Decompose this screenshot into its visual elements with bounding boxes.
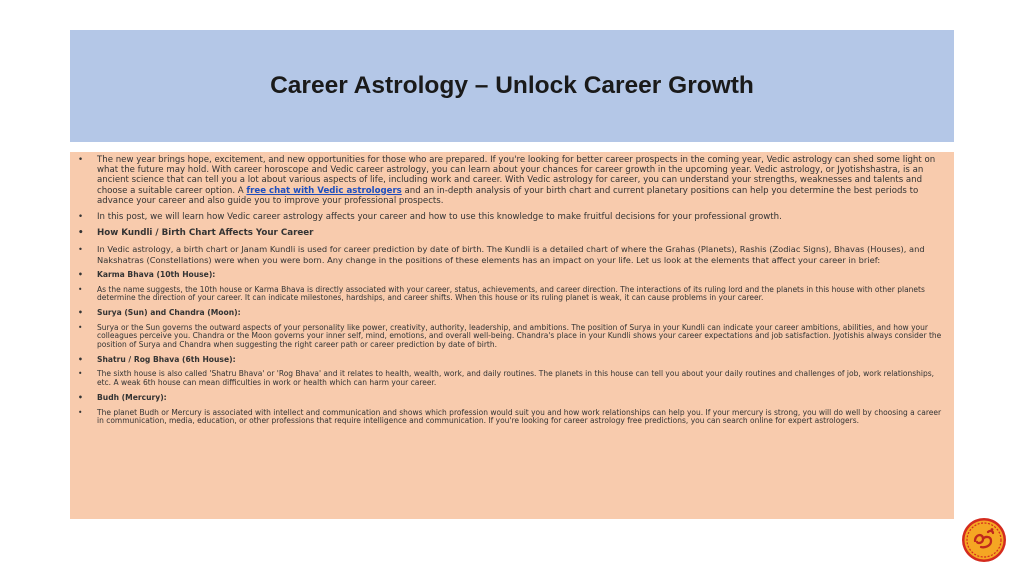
shatru-bhava-paragraph: • The sixth house is also called 'Shatru Bhava' or 'Rog Bhava' and it relates to health, wealth, work, and daily routines. The planets in this house can tell you about your daily routines and challenges of job, work relationships, etc. A weak 6th house can mean difficulties in work or health which can harm your career. [78, 370, 946, 387]
intro-paragraph [78, 155, 946, 206]
free-chat-link[interactable]: free chat with Vedic astrologers [246, 185, 402, 196]
page-title: Career Astrology – Unlock Career Growth [270, 72, 754, 99]
intro-text: The new year brings hope, excitement, and new opportunities for those who are prepared. If you're looking for better career prospects in the coming year, Vedic astrology can shed some light on what the future may hold. With career horoscope and Vedic career astrology, you can learn about your chances for career growth in the upcoming year. Vedic astrology, or Jyotishshastra, is an ancient science that can tell you a lot about various aspects of life, including work and career. With Vedic astrology for career, you can understand your strengths, weaknesses and talents and choose a suitable career option. A [97, 155, 936, 196]
bullet-list [78, 155, 946, 426]
surya-chandra-paragraph: • Surya or the Sun governs the outward aspects of your personality like power, creativity, authority, leadership, and ambitions. The position of Surya in your Kundli can indicate your career ambitions, abilities, and how your colleagues perceive you. Chandra or the Moon governs your inner self, mind, emotions, and overall well-being. Chandra's place in your Kundli shows your career expectations and job satisfaction. Jyotishis always consider the position of Surya and Chandra when suggesting the right career path or career prediction by date of birth. [78, 324, 946, 350]
title-banner [70, 30, 954, 142]
surya-chandra-heading: • Surya (Sun) and Chandra (Moon): [78, 309, 946, 318]
shatru-bhava-heading: • Shatru / Rog Bhava (6th House): [78, 356, 946, 365]
content-panel [70, 152, 954, 519]
post-overview-paragraph: • In this post, we will learn how Vedic career astrology affects your career and how to use this knowledge to make fruitful decisions for your professional growth. [78, 212, 946, 222]
karma-bhava-heading: • Karma Bhava (10th House): [78, 271, 946, 280]
budh-paragraph: • The planet Budh or Mercury is associated with intellect and communication and shows which profession would suit you and how work relationships can help you. If your mercury is strong, you will do well by choosing a career in communication, media, education, or other professions that require intelligence and communication. If you're looking for career astrology free predictions, you can search online for expert astrologers. [78, 409, 946, 426]
kundli-heading: • How Kundli / Birth Chart Affects Your Career [78, 228, 946, 238]
karma-bhava-paragraph: • As the name suggests, the 10th house or Karma Bhava is directly associated with your career, status, achievements, and career direction. The interactions of its ruling lord and the planets in this house with other planets determine the direction of your career. It can indicate milestones, hardships, and career shifts. When this house or its ruling planet is weak, it can cause problems in your career. [78, 286, 946, 303]
budh-heading: • Budh (Mercury): [78, 394, 946, 403]
kundli-paragraph: • In Vedic astrology, a birth chart or Janam Kundli is used for career prediction by date of birth. The Kundli is a detailed chart of where the Grahas (Planets), Rashis (Zodiac Signs), Bhavas (Houses), and Nakshatras (Constellations) were when you were born. Any change in the positions of these elements has an impact on your life. Let us look at the elements that affect your career in brief: [78, 244, 946, 264]
om-logo-icon [961, 517, 1007, 563]
intro-text-end: and an in-depth analysis of your birth chart and current planetary positions can help you determine the best periods to advance your career and also guide you to improve your professional prospects. [97, 185, 919, 206]
